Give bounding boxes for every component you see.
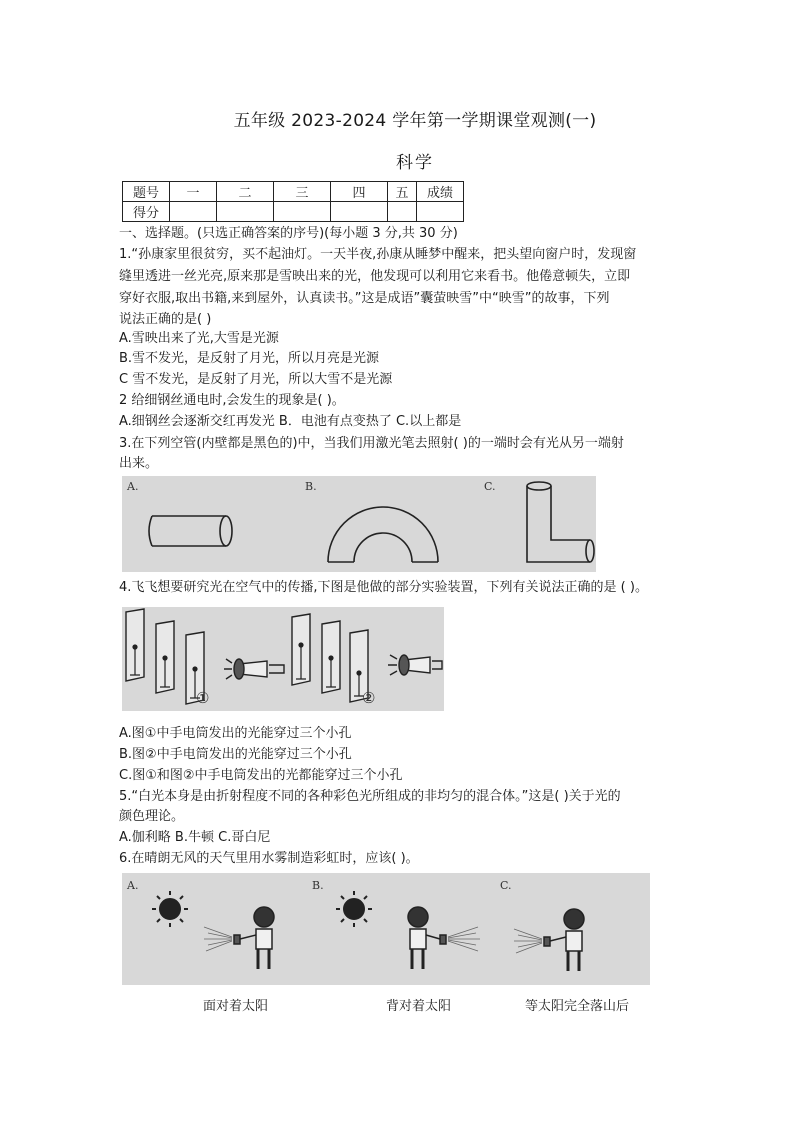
q1-stem-line: 穿好衣服,取出书籍,来到屋外，认真读书。”这是成语”囊萤映雪”中“映雪”的故事，下列 (119, 291, 610, 306)
table-cell: 二 (217, 182, 274, 202)
page-title: 五年级 2023-2024 学年第一学期课堂观测(一) (233, 111, 597, 131)
q6-label-b: B. (312, 879, 324, 892)
sun-icon-b (336, 891, 372, 927)
q3-label-b: B. (305, 480, 317, 493)
score-table-score-row (123, 202, 464, 222)
q4-fig-label-2: ② (362, 689, 376, 707)
table-cell (417, 202, 464, 222)
q1-option-b: B.雪不发光，是反射了月光，所以月亮是光源 (119, 351, 380, 366)
table-cell: 四 (331, 182, 388, 202)
flashlight-2-icon (388, 655, 442, 675)
table-cell (274, 202, 331, 222)
q5-stem-line: 颜色理论。 (119, 809, 185, 824)
table-cell (170, 202, 217, 222)
table-cell: 三 (274, 182, 331, 202)
q6-caption-a: 面对着太阳 (203, 999, 269, 1014)
table-cell: 得分 (123, 202, 170, 222)
q3-stem-line: 出来。 (119, 456, 159, 471)
table-cell: 成绩 (417, 182, 464, 202)
q1-option-a: A.雪映出来了光,大雪是光源 (119, 331, 279, 346)
q4-fig-label-1: ① (196, 689, 210, 707)
l-shaped-tube-icon (527, 482, 594, 562)
q1-stem-line: 缝里透进一丝光亮,原来那是雪映出来的光，他发现可以利用它来看书。他倦意顿失，立即 (119, 269, 631, 284)
straight-tube-icon (149, 516, 232, 546)
q6-stem: 6.在晴朗无风的天气里用水雾制造彩虹时，应该( )。 (119, 851, 419, 866)
child-spraying-icon-a (204, 907, 274, 969)
q1-stem-line: 1.“孙康家里很贫穷，买不起油灯。一天半夜,孙康从睡梦中醒来，把头望向窗户时，发现窗 (119, 247, 637, 262)
q2-options: A.细钢丝会逐渐交红再发光 B．电池有点变热了 C.以上都是 (119, 414, 462, 429)
q2-stem: 2 给细钢丝通电时,会发生的现象是( )。 (119, 393, 345, 408)
q4-figure-experiment (122, 607, 444, 711)
q1-option-c: C 雪不发光，是反射了月光，所以大雪不是光源 (119, 372, 393, 387)
table-cell: 一 (170, 182, 217, 202)
q3-figure-tubes (122, 476, 596, 572)
q3-tubes-drawing (122, 476, 596, 572)
child-spraying-icon-c (514, 909, 584, 971)
q3-label-c: C. (484, 480, 496, 493)
score-table (122, 181, 464, 222)
sun-icon-a (152, 891, 188, 927)
cards-set-2-icon (292, 614, 368, 702)
q6-rainbow-drawing (122, 873, 650, 985)
q6-caption-b: 背对着太阳 (386, 999, 452, 1014)
q5-options: A.伽利略 B.牛顿 C.哥白尼 (119, 830, 271, 845)
q6-label-c: C. (500, 879, 512, 892)
child-spraying-icon-b (408, 907, 480, 969)
flashlight-1-icon (224, 659, 284, 679)
score-table-header-row (123, 182, 464, 202)
q3-label-a: A. (127, 480, 139, 493)
table-cell (331, 202, 388, 222)
q1-stem-line: 说法正确的是( ) (119, 312, 212, 327)
table-cell: 五 (388, 182, 417, 202)
q6-figure-rainbow (122, 873, 650, 985)
curved-tube-icon (328, 507, 438, 562)
cards-set-1-icon (126, 609, 204, 704)
q6-caption-c: 等太阳完全落山后 (525, 999, 630, 1014)
q3-stem-line: 3.在下列空管(内壁都是黑色的)中，当我们用激光笔去照射( )的一端时会有光从另一端射 (119, 436, 624, 451)
q4-stem: 4.飞飞想要研究光在空气中的传播,下图是他做的部分实验装置，下列有关说法正确的是 ( )。 (119, 580, 648, 595)
q5-stem-line: 5.“白光本身是由折射程度不同的各种彩色光所组成的非均匀的混合体。”这是( )关于光的 (119, 789, 621, 804)
q4-option-c: C.图①和图②中手电筒发出的光都能穿过三个小孔 (119, 768, 403, 783)
section-heading: 一、选择题。(只选正确答案的序号)(每小题 3 分,共 30 分) (119, 226, 458, 241)
subject-title: 科学 (396, 153, 434, 173)
table-cell (388, 202, 417, 222)
q4-experiment-drawing (122, 607, 444, 711)
table-cell (217, 202, 274, 222)
q6-label-a: A. (127, 879, 139, 892)
q4-option-a: A.图①中手电筒发出的光能穿过三个小孔 (119, 726, 352, 741)
table-cell: 题号 (123, 182, 170, 202)
q4-option-b: B.图②中手电筒发出的光能穿过三个小孔 (119, 747, 352, 762)
